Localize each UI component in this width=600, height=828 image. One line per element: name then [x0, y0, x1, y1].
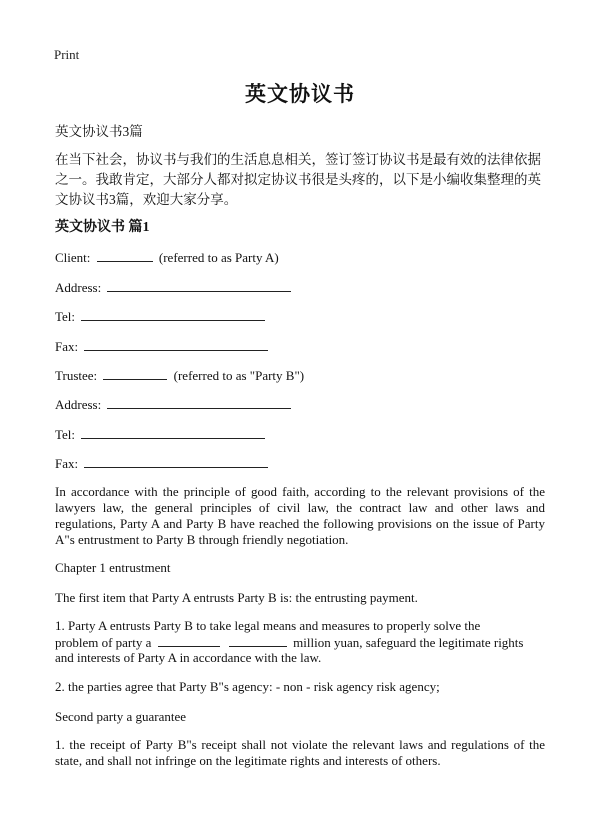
section-heading-1: 英文协议书 篇1	[55, 220, 150, 235]
fax-label: Fax:	[55, 339, 79, 354]
fax-field-a	[55, 338, 271, 355]
address-label: Address:	[55, 397, 102, 412]
tel-label: Tel:	[55, 427, 76, 442]
client-suffix: (referred to as Party A)	[158, 250, 279, 265]
address-blank	[107, 396, 291, 409]
client-label: Client:	[55, 250, 91, 265]
print-link[interactable]: Print	[54, 47, 80, 62]
fax-label: Fax:	[55, 456, 79, 471]
trustee-label: Trustee:	[55, 368, 98, 383]
tel-label: Tel:	[55, 309, 76, 324]
tel-field-a	[55, 308, 268, 325]
trustee-suffix: (referred to as "Party B")	[173, 368, 305, 383]
tel-blank	[81, 308, 265, 321]
chapter-heading: Chapter 1 entrustment	[55, 560, 171, 575]
accordance-paragraph: In accordance with the principle of good faith, according to the relevant provisions of the lawyers law, the general principles of civil law, the contract law and other laws and regulations, Party A and Party B have reached the following provisions on the issue of Party A"s entrustment to Party B through friendly negotiation.	[55, 484, 545, 547]
fax-field-b	[55, 455, 271, 472]
client-blank	[97, 249, 153, 262]
item-1-line-2	[55, 634, 523, 651]
address-field-a	[55, 279, 294, 296]
amount-blank-1	[158, 634, 220, 647]
item-1-pre: problem of party a	[55, 635, 152, 650]
first-item-text: The first item that Party A entrusts Party B is: the entrusting payment.	[55, 590, 418, 605]
item-2-text: 2. the parties agree that Party B"s agency: - non - risk agency risk agency;	[55, 679, 440, 694]
amount-blank-2	[229, 634, 287, 647]
receipt-paragraph: 1. the receipt of Party B"s receipt shall not violate the relevant laws and regulations of the state, and shall not infringe on the legitimate rights and interests of others.	[55, 737, 545, 768]
address-field-b	[55, 396, 294, 413]
tel-blank	[81, 426, 265, 439]
intro-paragraph: 在当下社会，协议书与我们的生活息息相关，签订签订协议书是最有效的法律依据之一。我敢肯定，大部分人都对拟定协议书很是头疼的，以下是小编收集整理的英文协议书3篇，欢迎大家分享。	[55, 152, 541, 207]
tel-field-b	[55, 426, 268, 443]
second-party-heading: Second party a guarantee	[55, 709, 187, 724]
trustee-blank	[103, 367, 167, 380]
fax-blank	[84, 338, 268, 351]
document-subtitle: 英文协议书3篇	[55, 124, 143, 139]
client-field	[55, 249, 279, 266]
item-1-line-1: 1. Party A entrusts Party B to take legal means and measures to properly solve the	[55, 618, 481, 633]
fax-blank	[84, 455, 268, 468]
address-blank	[107, 279, 291, 292]
address-label: Address:	[55, 280, 102, 295]
document-title: 英文协议书	[245, 82, 355, 106]
trustee-field	[55, 367, 304, 384]
item-1-line-3: and interests of Party A in accordance with the law.	[55, 650, 322, 665]
item-1-post: million yuan, safeguard the legitimate rights	[293, 635, 524, 650]
